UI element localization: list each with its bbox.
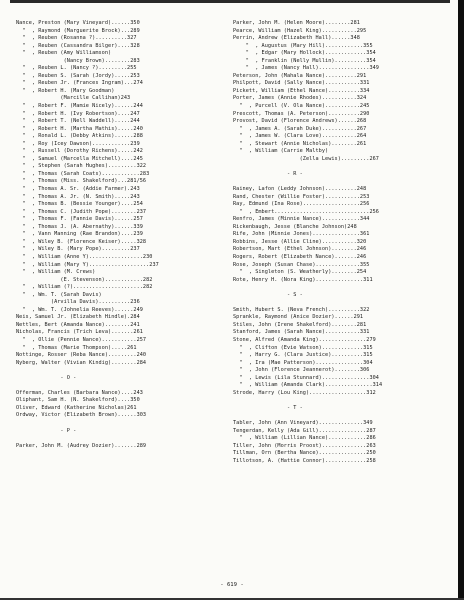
- index-entry: Neis, Samuel Jr. (Elizabeth Hindle).284: [16, 314, 140, 321]
- index-entry: Prescott, Thomas (A. Peterson)..........290: [233, 110, 370, 117]
- blank-line: [233, 412, 451, 420]
- index-entry: Parker, John M. (Helen Moore)........281: [233, 20, 360, 26]
- index-entry: Porter, James (Annie Rhodes)...........324: [233, 95, 367, 102]
- index-entry: " , Thomas C. (Judith Pope)........237: [16, 208, 147, 215]
- index-entry: Nottinge, Rosser (Reba Nance).........240: [16, 352, 147, 359]
- index-entry: " , Thomas A. Sr. (Addie Farmer).243: [16, 186, 140, 193]
- section-letter-heading: - R -: [233, 170, 303, 177]
- index-entry: Offerman, Charles (Barbara Nance)....243: [16, 389, 143, 396]
- blank-line: [233, 299, 451, 307]
- index-entry: Rickenbaugh, Jesse (Blanche Johnson)248: [233, 223, 357, 230]
- index-entry: " , Russell (Dorothy Richens).....242: [16, 148, 143, 155]
- index-entry: Ordway, Victor (Elizabeth Brown)......303: [16, 412, 147, 419]
- index-entry: " , Clifton (Evie Watson).............315: [233, 344, 373, 351]
- index-entry: Stanford, James (Sarah Nance)...........331: [233, 329, 370, 336]
- page-number: - 619 -: [220, 582, 244, 588]
- blank-line: [16, 382, 222, 390]
- blank-line: [233, 284, 451, 292]
- index-entry: Nyberg, Walter (Vivian Kindig)........284: [16, 359, 147, 366]
- index-entry: " , Thomas B. (Bessie Younger)....254: [16, 201, 143, 208]
- index-entry: " , Thomas A. Jr. (N. Smith).....243: [16, 193, 140, 200]
- blank-line: [233, 163, 451, 171]
- index-entry: " , William (?)......................282: [16, 284, 153, 291]
- index-entry: " , Wiley B. (Florence Keiser).....328: [16, 238, 147, 245]
- index-entry: " , William (Carrie Maltby): [233, 148, 329, 155]
- index-entry: " , Robert H. (Mary Goodman): [16, 87, 115, 94]
- index-entry: " , Thomas (Miss. Shakelford)...281/56: [16, 178, 147, 185]
- index-entry: " , William (Mary Y)...................237: [16, 261, 159, 268]
- index-entry: " , Embert..............................256: [233, 208, 379, 215]
- index-entry: Parker, John M. (Audrey Dozier).......289: [16, 442, 147, 449]
- index-entry: Tillotson, A. (Hattie Connor).............258: [233, 457, 376, 464]
- index-entry: " , Reuben (Amy Williamson): [16, 50, 112, 57]
- blank-line: [16, 420, 222, 428]
- index-entry: Nettles, Bert (Amanda Nance)........241: [16, 321, 140, 328]
- index-entry: " , Stewart (Annie Nicholas)........261: [233, 140, 367, 147]
- index-entry: " , Samuel (Marcella Mitchell)....245: [16, 155, 143, 162]
- index-entry: Robertson, Mart (Ethel Johnson)........246: [233, 246, 367, 253]
- page-right-edge: [458, 0, 464, 600]
- index-entry: (Zella Lewis).........267: [233, 155, 379, 162]
- index-entry: " , John (Florence Jeannerot)........306: [233, 367, 370, 374]
- index-entry: " , Robert F. (Mamie Nicely)......244: [16, 103, 143, 110]
- index-entry: " , Thomas J. (A. Abernathy)......339: [16, 223, 143, 230]
- index-entry: " , James (Nancy Hall)................349: [233, 65, 379, 72]
- index-entry: Rife, John (Minnie Jones)...............361: [233, 231, 370, 238]
- index-entry: " , Vann Manning (Rae Brandon)....239: [16, 231, 143, 238]
- index-entry: Rainey, Lafon (Leddy Johnson)..........248: [233, 186, 367, 193]
- index-entry: " , Thomas (Sarah Coats)............283: [16, 170, 150, 177]
- index-entry: Nicholas, Francis (Trich Leva).......261: [16, 329, 143, 336]
- index-entry: Rose, Joseph (Susan Chase)..............355: [233, 261, 370, 268]
- index-entry: Tiller, John (Morris Proost)..............263: [233, 442, 376, 449]
- index-entry: Renfro, James (Minnie Nance)............344: [233, 216, 370, 223]
- index-entry: Pearce, William (Hazel King)...........295: [233, 27, 367, 34]
- blank-line: [233, 397, 451, 405]
- index-entry: " , Thomas F. (Fannie Davis)......257: [16, 216, 143, 223]
- index-entry: " , William (Anne Y).................230: [16, 253, 153, 260]
- index-entry: Stiles, John (Irene Shakelford)........281: [233, 321, 367, 328]
- section-letter-heading: - S -: [233, 291, 303, 298]
- index-entry: " , Franklin (Nelly Mullin)..........354: [233, 57, 376, 64]
- index-entry: Philpott, David (Sally Nance)...........331: [233, 80, 370, 87]
- index-entry: " , Ira (Mae Patterson)...............304: [233, 359, 373, 366]
- index-entry: " , James A. (Sarah Duke)...........267: [233, 125, 367, 132]
- index-entry: Perrin, Andrew (Elizabeth Hall)......348: [233, 35, 360, 42]
- index-entry: " , Wm. T. (Sarah Davis): [16, 291, 102, 298]
- index-entry: " , William (Lillian Nance)............286: [233, 435, 376, 442]
- index-entry: " , William (Amanda Clark)...............314: [233, 382, 383, 389]
- index-entry: Nance, Preston (Mary Vineyard)......350: [16, 20, 140, 26]
- index-entry: (E. Stevenson)............282: [16, 276, 153, 283]
- index-entry: Tabler, John (Ann Vineyard)..............349: [233, 419, 373, 426]
- blank-line: [16, 435, 222, 443]
- index-column-right: [233, 20, 451, 465]
- index-entry: (Nancy Brown)........283: [16, 57, 140, 64]
- index-entry: " , Ollie (Pennie Nance)...........257: [16, 336, 147, 343]
- index-entry: " , William (M. Crews): [16, 269, 96, 276]
- index-entry: Sprankle, Raymond (Anice Dozier)......291: [233, 314, 364, 321]
- index-entry: Pickett, William (Ethel Nance)..........334: [233, 87, 370, 94]
- index-entry: (Arvilla Davis)..........236: [16, 299, 140, 306]
- index-entry: Oliphant, Sam H. (N. Shakelford)....350: [16, 397, 140, 404]
- index-entry: " , Harry G. (Clara Justice)..........315: [233, 352, 373, 359]
- index-entry: " , Reuben Jr. (Frances Ingram)...274: [16, 80, 143, 87]
- blank-line: [16, 367, 222, 375]
- index-entry: " , Edgar (Mary Hollock).............354: [233, 50, 376, 57]
- index-entry: Robbins, Jesse (Allie Cline)...........320: [233, 238, 367, 245]
- index-entry: Provost, David (Florence Andrews)......268: [233, 118, 367, 125]
- index-entry: Smith, Hubert S. (Neva French)..........322: [233, 306, 370, 313]
- index-entry: " , Reuben L. (Nancy ?).........255: [16, 65, 137, 72]
- index-entry: " , Augustus (Mary Hill)............355: [233, 42, 373, 49]
- index-entry: " , Purcell (V. Ola Nance)...........245: [233, 103, 370, 110]
- index-entry: Peterson, John (Mahala Nance)..........291: [233, 72, 367, 79]
- section-letter-heading: - O -: [16, 374, 77, 381]
- index-entry: " , Wm. T. (Johnelia Reeves)......249: [16, 306, 143, 313]
- index-entry: " , Thomas (Marie Thompson).....261: [16, 344, 137, 351]
- index-entry: " , James W. (Clara Love)...........264: [233, 133, 367, 140]
- index-entry: " , Singleton (S. Weatherly)........254: [233, 269, 367, 276]
- index-entry: Rote, Henry H. (Nora King)...............311: [233, 276, 373, 283]
- index-entry: (Marcille Callihan)243: [16, 95, 131, 102]
- index-entry: " , Reuben (Rosanna ?)..........327: [16, 35, 137, 42]
- index-entry: " , Robert T. (Nell Waddell).....244: [16, 118, 140, 125]
- section-letter-heading: - T -: [233, 404, 303, 411]
- index-entry: " , Ronald L. (Debby Atkins)......288: [16, 133, 143, 140]
- index-entry: " , Robert H. (Martha Mathis).....240: [16, 125, 143, 132]
- index-entry: Rogers, Robert (Elizabeth Nance).......246: [233, 253, 367, 260]
- blank-line: [233, 178, 451, 186]
- index-column-left: [16, 20, 222, 450]
- index-entry: Ray, Edmund (Ina Rose)..................256: [233, 201, 370, 208]
- index-entry: " , Robert H. (Ivy Robertson)....247: [16, 110, 140, 117]
- index-entry: Tengerdan, Kelly (Ada Gill)...............287: [233, 427, 376, 434]
- index-entry: " , Stephen (Sarah Hughes).........322: [16, 163, 147, 170]
- index-entry: Strode, Harry (Lou King)..................312: [233, 389, 376, 396]
- index-entry: Stone, Alfred (Amanda King)...............279: [233, 336, 376, 343]
- index-entry: " , Wiley B. (Mary Pope).........237: [16, 246, 140, 253]
- page-top-edge: [10, 0, 450, 3]
- index-entry: " , Raymond (Marguerite Brock)...289: [16, 27, 140, 34]
- index-entry: " , Lewis (Lila Stunnard)...............304: [233, 374, 379, 381]
- index-entry: Oliver, Edward (Katherine Nicholas)261: [16, 404, 137, 411]
- index-entry: " , Reuben (Cassandra Bilger)....328: [16, 42, 140, 49]
- index-entry: " , Reuben S. (Sarah (Jordy).....253: [16, 72, 140, 79]
- index-entry: " , Roy (Icey Dawson)............239: [16, 140, 140, 147]
- index-entry: Rand, Chester (Willie Foster)...........253: [233, 193, 370, 200]
- section-letter-heading: - P -: [16, 427, 77, 434]
- index-entry: Tillman, Orn (Bertha Nance)...............250: [233, 450, 376, 457]
